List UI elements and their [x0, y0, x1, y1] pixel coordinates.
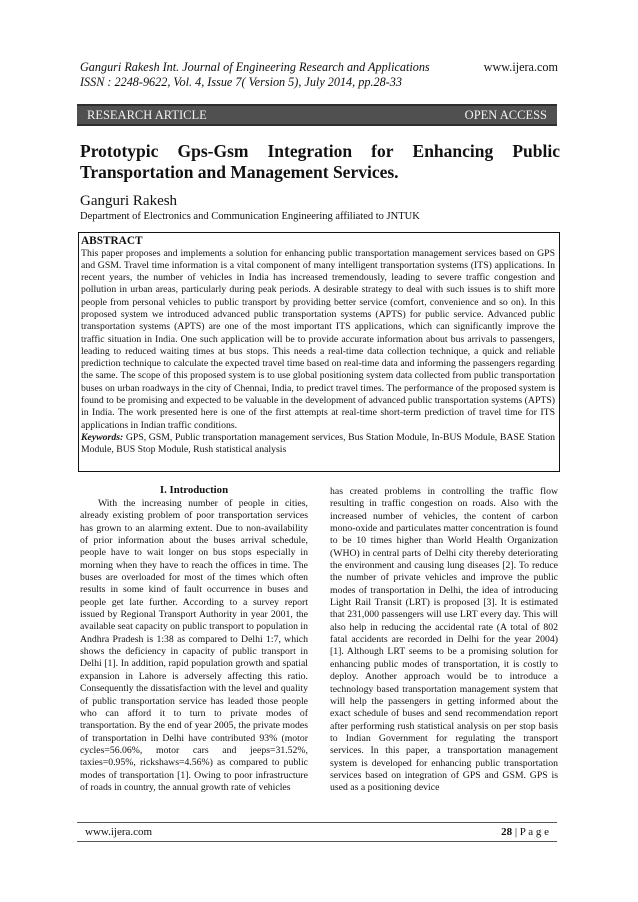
footer-site-link[interactable]: www.ijera.com: [85, 826, 153, 838]
open-access-label: OPEN ACCESS: [464, 107, 547, 122]
section-heading-introduction: I. Introduction: [159, 484, 229, 496]
abstract-body: This paper proposes and implements a solution for enhancing public transportation management services based on GPS and GSM. Travel time information is a vital component of many intelligent transportation systems (ITS) applications. In recent years, the number of vehicles in India has increased tremendously, leading to severe traffic congestion and pollution in urban areas, particularly during peak periods. A desirable strategy to deal with such issues is to shift more people from personal vehicles to public transport by providing better service (comfort, convenience and so on). In this proposed system we introduced advanced public transportation systems (APTS) for public service. Advanced public transportation systems (APTS) are one of the most important ITS applications, which can significantly improve the traffic situation in India. One such application will be to provide accurate information about bus arrivals to passengers, leading to reduced waiting times at bus stops. This needs a real-time data collection technique, a quick and reliable prediction technique to calculate the expected travel time based on real-time data and informing the passengers regarding the same. The scope of this proposed system is to use global positioning system data collected from public transportation buses on urban roadways in the city of Chennai, India, to predict travel times. The performance of the proposed system is found to be promising and expected to be valuable in the development of advanced public transportation systems (APTS) in India. The work presented here is one of the first attempts at real-time short-term prediction of travel time for ITS applications in Indian traffic conditions.: [81, 247, 555, 431]
page-number: [501, 826, 549, 838]
running-header: [80, 60, 460, 90]
body-column-left: [80, 484, 308, 794]
author-name: Ganguri Rakesh: [80, 193, 178, 209]
title-word: Integration: [267, 141, 353, 161]
title-word: Prototypic: [80, 141, 159, 161]
article-type-banner: [77, 104, 557, 126]
keywords: [81, 432, 555, 457]
abstract-box: [78, 232, 560, 472]
header-site-link[interactable]: www.ijera.com: [483, 60, 558, 74]
title-word: Public: [512, 141, 560, 161]
research-article-label: RESEARCH ARTICLE: [87, 107, 207, 122]
page-label: | P a g e: [512, 826, 549, 838]
title-word: Gps-Gsm: [177, 141, 249, 161]
paper-title: [80, 141, 560, 183]
intro-paragraph-continued: has created problems in controlling the traffic flow resulting in traffic congestion on roads. Also with the increased number of vehicles, the content of carbon mono-oxide and particulates matter concentration is found to be 10 times higher than World Health Organization (WHO) in central parts of Delhi city thereby deteriorating the environment and causing lung diseases [2]. To reduce the number of private vehicles and improve the public modes of transportation in Delhi, the idea of introducing Light Rail Transit (LRT) is proposed [3]. It is estimated that 231,000 passengers will use LRT every day. This will also help in reducing the accidental rate (A total of 802 fatal accidents are recorded in Delhi for the year 2004) [1]. Although LRT seems to be a promising solution for enhancing public modes of transportation, it is costly to deploy. Another approach would be to introduce a technology based transportation management system that will help the passengers in getting informed about the exact schedule of buses and send recommendation report after performing rush statistical analysis on per stop basis to Indian Government for regulating the transport services. In this paper, a transportation management system is developed for enhancing public transportation services based on integration of GPS and GSM. GPS is used as a positioning device: [330, 486, 558, 794]
intro-paragraph: With the increasing number of people in cities, already existing problem of poor transportation services has grown to an alarming extent. Due to non-availability of prior information about the buses arrival schedule, people have to wait longer on bus stops especially in morning when they have to reach the offices in time. The buses are overloaded for most of the times which often results in some kind of fault occurrence in buses and people get late further. According to a survey report issued by Regional Transport Authority in year 2001, the available seat capacity on public transport to population in Andhra Pradesh is 1:38 as compared to Delhi 1:7, which shows the deficiency in capacity of public transport in Delhi [1]. In addition, rapid population growth and spatial expansion in Lahore is adversely affecting this ratio. Consequently the dissatisfaction with the level and quality of public transportation service has leaded those people who can afford it to turn to private modes of transportation. By the end of year 2005, the private modes of transportation in Delhi have contributed 93% (motor cycles=56.06%, motor cars and jeeps=31.52%, taxies=0.95%, rickshaws=4.56%) as compared to public modes of transportation [1]. Owing to poor infrastructure of roads in country, the annual growth rate of vehicles: [80, 498, 308, 793]
body-column-right: [330, 486, 558, 795]
title-line-1: [80, 141, 560, 162]
abstract-heading: ABSTRACT: [81, 235, 143, 247]
title-word: Enhancing: [412, 141, 494, 161]
page-number-value: 28: [501, 826, 513, 838]
keywords-label: Keywords:: [81, 431, 124, 443]
issn-line: ISSN : 2248-9622, Vol. 4, Issue 7( Version 5), July 2014, pp.28-33: [80, 75, 402, 89]
author-affiliation: Department of Electronics and Communication Engineering affiliated to JNTUK: [80, 211, 420, 222]
keywords-list: GPS, GSM, Public transportation management services, Bus Station Module, In-BUS Module, BASE Station Module, BUS Stop Module, Rush statistical analysis: [81, 431, 555, 456]
title-word: for: [371, 141, 394, 161]
title-line-2: Transportation and Management Services.: [80, 162, 399, 182]
page-footer: [77, 822, 557, 842]
journal-citation-line: Ganguri Rakesh Int. Journal of Engineering Research and Applications: [80, 60, 430, 74]
